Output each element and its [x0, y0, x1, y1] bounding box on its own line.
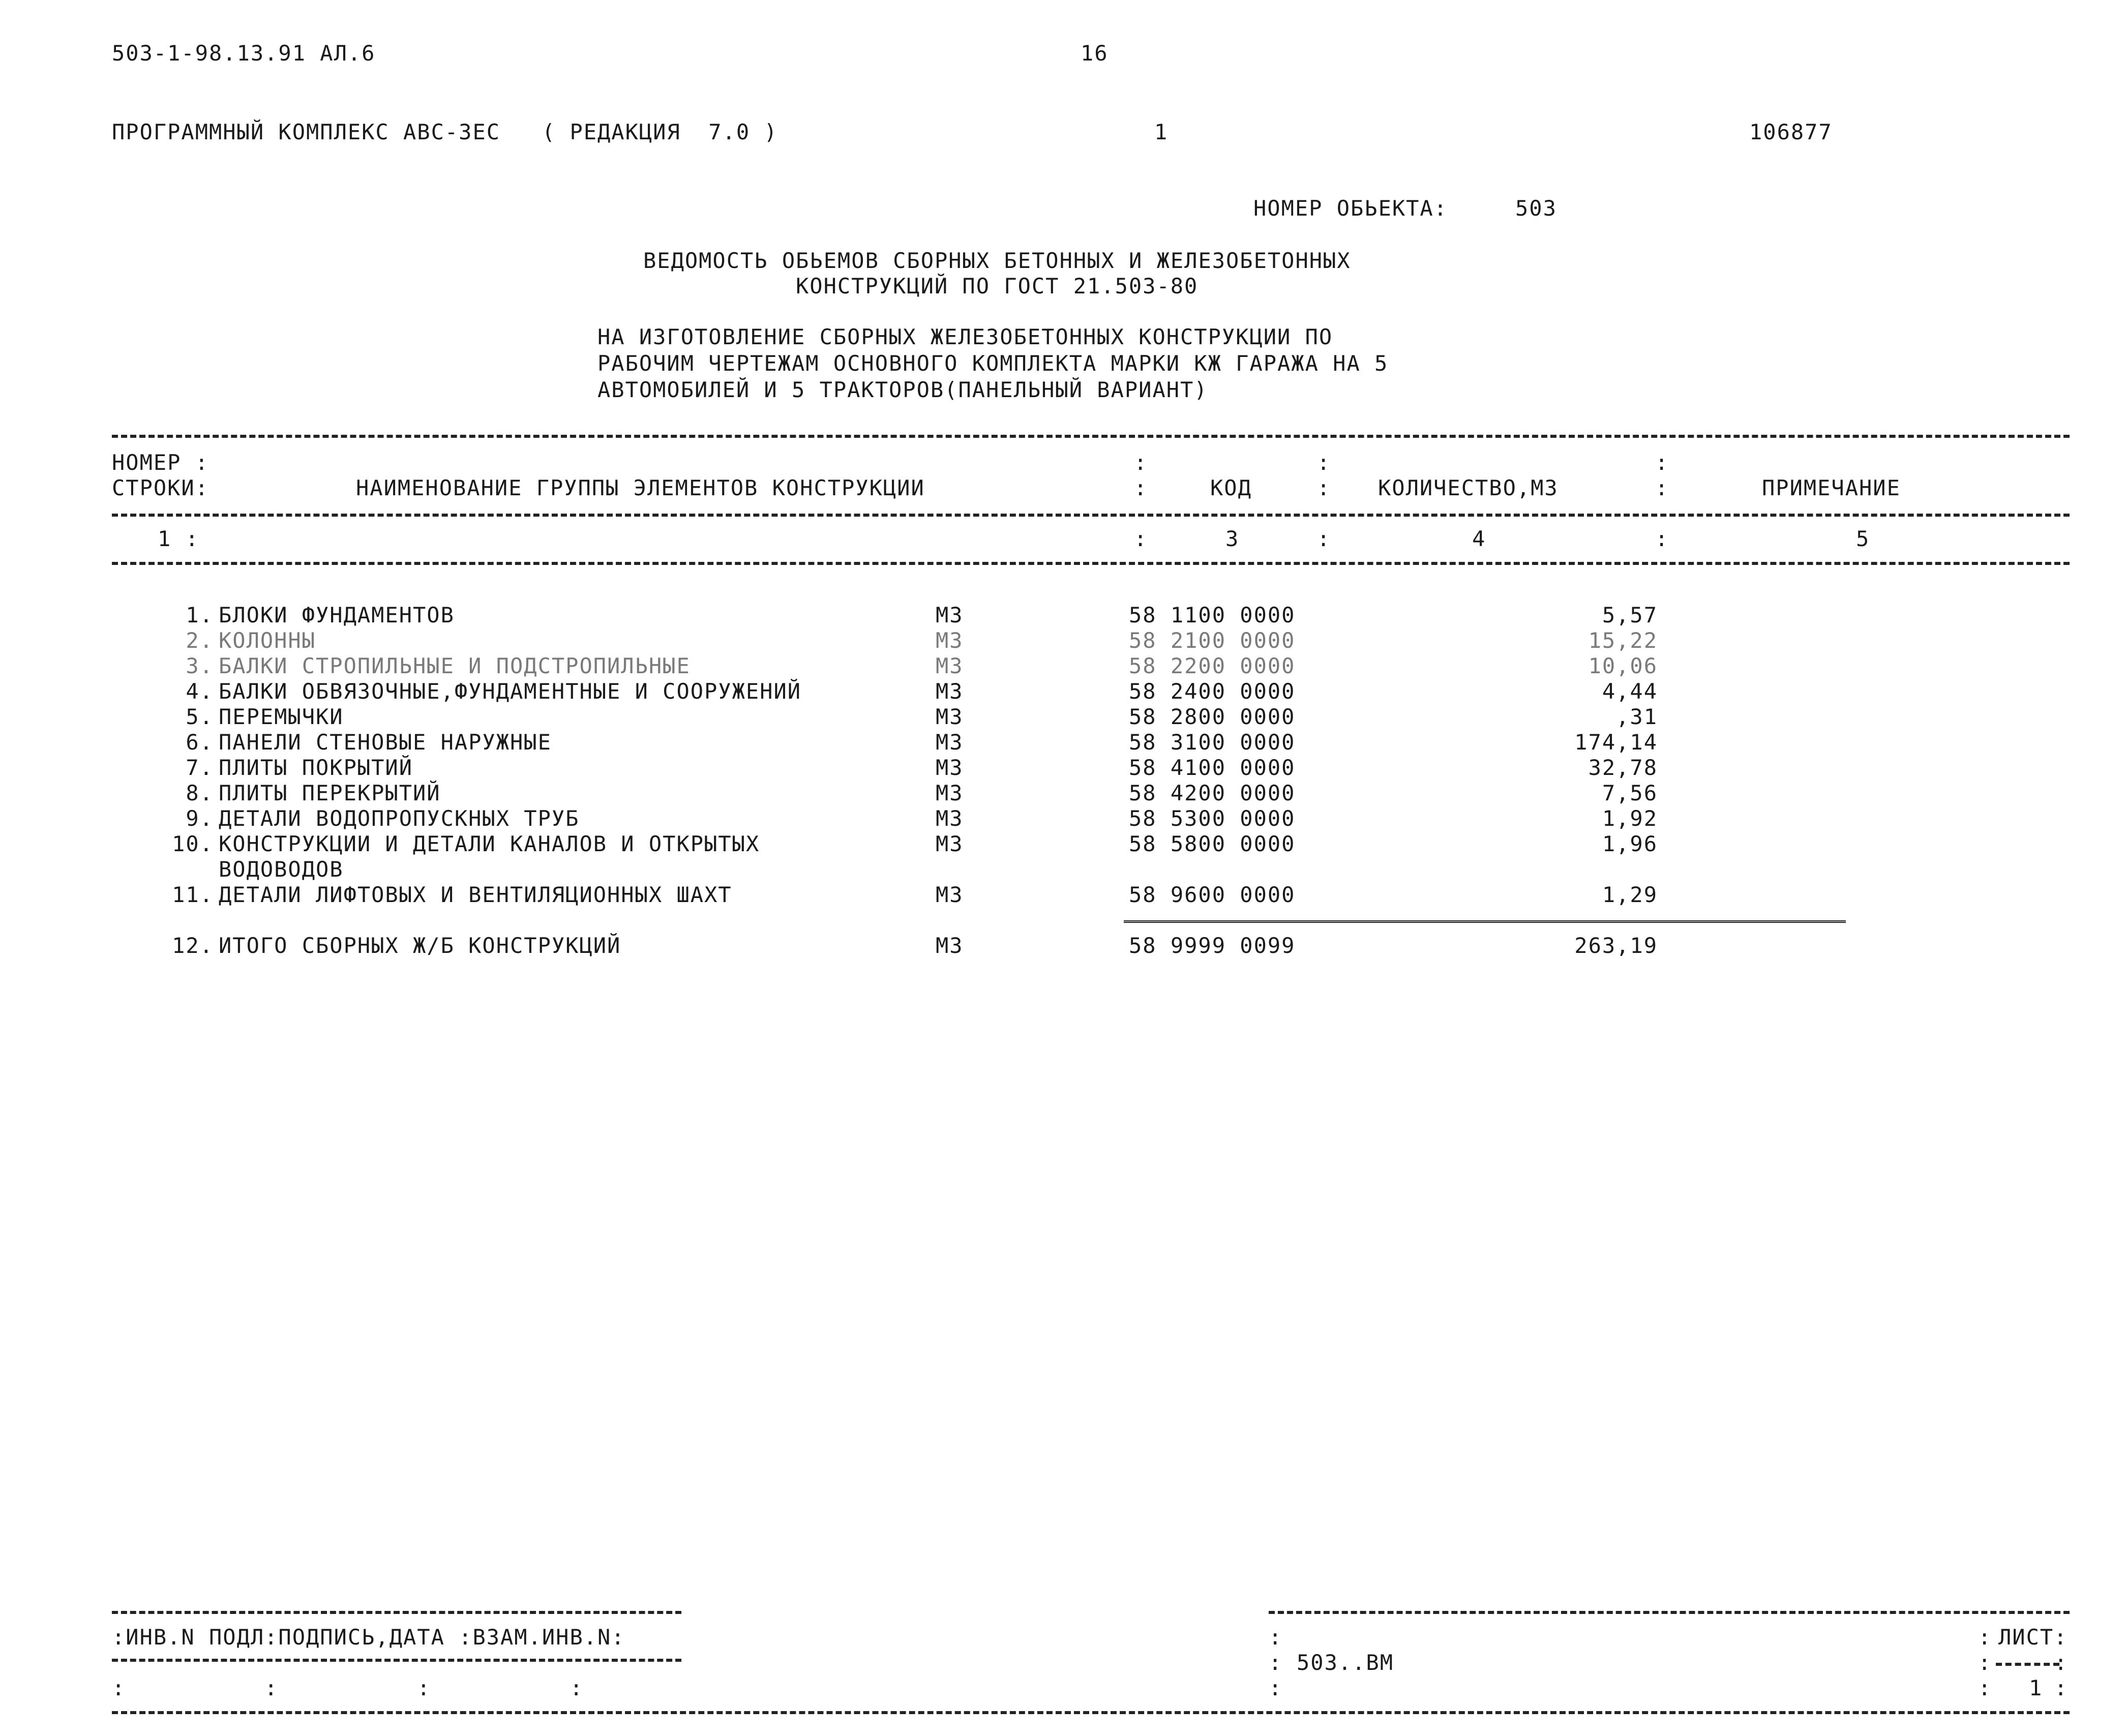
row-unit: М3 — [936, 679, 964, 704]
table-row — [0, 679, 2126, 704]
table-total-row — [0, 933, 2126, 959]
sheet-number-top: 1 — [1154, 119, 1169, 144]
row-unit: М3 — [936, 755, 964, 780]
row-name: БАЛКИ СТРОПИЛЬНЫЕ И ПОДСТРОПИЛЬНЫЕ — [219, 653, 691, 678]
object-number: 503 — [1515, 196, 1557, 221]
total-separator — [1124, 920, 1846, 923]
table-row — [0, 831, 2126, 857]
document-subtitle-line3: АВТОМОБИЛЕЙ И 5 ТРАКТОРОВ(ПАНЕЛЬНЫЙ ВАРИАНТ) — [597, 377, 1208, 402]
row-unit: М3 — [936, 628, 964, 653]
row-number: 2. — [186, 628, 214, 653]
col-separator: : — [1655, 526, 1669, 551]
row-name: ПЛИТЫ ПОКРЫТИЙ — [219, 755, 413, 780]
total-number: 12. — [172, 933, 214, 958]
document-subtitle-line2: РАБОЧИМ ЧЕРТЕЖАМ ОСНОВНОГО КОМПЛЕКТА МАРКИ КЖ ГАРАЖА НА 5 — [597, 351, 1389, 376]
row-code: 58 4200 0000 — [1129, 781, 1296, 805]
row-unit: М3 — [936, 806, 964, 831]
row-name: БАЛКИ ОБВЯЗОЧНЫЕ,ФУНДАМЕНТНЫЕ И СООРУЖЕНИЙ — [219, 679, 802, 704]
row-number: 8. — [186, 781, 214, 805]
document-code: 503..ВМ — [1297, 1650, 1394, 1675]
col-separator: : — [1134, 450, 1148, 475]
col-note-header: ПРИМЕЧАНИЕ — [1762, 475, 1901, 500]
row-name: КОНСТРУКЦИИ И ДЕТАЛИ КАНАЛОВ И ОТКРЫТЫХ — [219, 831, 760, 856]
row-quantity: 1,96 — [1602, 831, 1658, 856]
col-index-4: 4 — [1472, 526, 1486, 551]
row-quantity: 32,78 — [1588, 755, 1658, 780]
sheet-label: ЛИСТ: — [1998, 1625, 2068, 1650]
row-code: 58 2800 0000 — [1129, 704, 1296, 729]
stamp-separator: : — [1978, 1675, 1992, 1700]
stamp-cells: : : : : — [112, 1675, 584, 1700]
col-separator: : — [1134, 475, 1148, 500]
table-index-rule — [112, 562, 2070, 565]
row-quantity: 10,06 — [1588, 653, 1658, 678]
stamp-separator: : — [1269, 1625, 1283, 1650]
row-name: ДЕТАЛИ ВОДОПРОПУСКНЫХ ТРУБ — [219, 806, 580, 831]
row-code: 58 3100 0000 — [1129, 730, 1296, 755]
job-number: 106877 — [1749, 119, 1833, 144]
col-separator: : — [1655, 475, 1669, 500]
row-quantity: 7,56 — [1602, 781, 1658, 805]
row-name: ПЛИТЫ ПЕРЕКРЫТИЙ — [219, 781, 441, 805]
col-index-3: 3 — [1225, 526, 1240, 551]
col-number-header-top: НОМЕР : — [112, 450, 209, 475]
col-separator: : — [1317, 526, 1331, 551]
row-number: 9. — [186, 806, 214, 831]
row-number: 6. — [186, 730, 214, 755]
stamp-separator: : — [1269, 1675, 1283, 1700]
document-subtitle-line1: НА ИЗГОТОВЛЕНИЕ СБОРНЫХ ЖЕЛЕЗОБЕТОННЫХ КОНСТРУКЦИИ ПО — [597, 324, 1333, 349]
table-row — [0, 704, 2126, 730]
col-separator: : — [1134, 526, 1148, 551]
row-name: ПАНЕЛИ СТЕНОВЫЕ НАРУЖНЫЕ — [219, 730, 552, 755]
stamp-bottom-rule — [112, 1711, 2070, 1714]
stamp-header: :ИНВ.N ПОДЛ:ПОДПИСЬ,ДАТА :ВЗАМ.ИНВ.N: — [112, 1625, 625, 1650]
stamp-left-mid-rule — [112, 1659, 681, 1662]
row-number: 10. — [172, 831, 214, 856]
total-code: 58 9999 0099 — [1129, 933, 1296, 958]
col-separator: : — [1317, 450, 1331, 475]
page-mark: 16 — [1081, 41, 1109, 66]
row-number: 4. — [186, 679, 214, 704]
row-quantity: 5,57 — [1602, 603, 1658, 627]
document-title-line2: КОНСТРУКЦИЙ ПО ГОСТ 21.503-80 — [796, 274, 1199, 298]
row-number: 7. — [186, 755, 214, 780]
col-index-5: 5 — [1856, 526, 1870, 551]
stamp-right-top-rule — [1269, 1611, 2070, 1614]
row-number: 1. — [186, 603, 214, 627]
stamp-left-top-rule — [112, 1611, 681, 1614]
stamp-separator: : — [2054, 1650, 2069, 1675]
col-quantity-header: КОЛИЧЕСТВО,М3 — [1378, 475, 1559, 500]
row-name: БЛОКИ ФУНДАМЕНТОВ — [219, 603, 455, 627]
row-name: ВОДОВОДОВ — [219, 857, 344, 882]
col-separator: : — [1655, 450, 1669, 475]
row-code: 58 5300 0000 — [1129, 806, 1296, 831]
stamp-separator: : — [2054, 1675, 2069, 1700]
table-top-rule — [112, 435, 2070, 438]
stamp-separator: : — [1978, 1625, 1992, 1650]
total-quantity: 263,19 — [1574, 933, 1658, 958]
document-title-line1: ВЕДОМОСТЬ ОБЬЕМОВ СБОРНЫХ БЕТОННЫХ И ЖЕЛЕЗОБЕТОННЫХ — [643, 248, 1351, 273]
row-name: ДЕТАЛИ ЛИФТОВЫХ И ВЕНТИЛЯЦИОННЫХ ШАХТ — [219, 882, 732, 907]
program-name: ПРОГРАММНЫЙ КОМПЛЕКС АВС-3ЕС ( РЕДАКЦИЯ 7.0 ) — [112, 119, 778, 144]
row-quantity: 1,29 — [1602, 882, 1658, 907]
col-code-header: КОД — [1210, 475, 1252, 500]
table-row — [0, 882, 2126, 908]
row-code: 58 2200 0000 — [1129, 653, 1296, 678]
sheet-value: 1 — [2029, 1675, 2043, 1700]
row-number: 5. — [186, 704, 214, 729]
table-row — [0, 755, 2126, 781]
doc-reference: 503-1-98.13.91 АЛ.6 — [112, 41, 376, 66]
row-number: 11. — [172, 882, 214, 907]
table-row — [0, 781, 2126, 806]
row-quantity: 174,14 — [1574, 730, 1658, 755]
row-name: КОЛОННЫ — [219, 628, 316, 653]
total-unit: М3 — [936, 933, 964, 958]
table-row — [0, 628, 2126, 653]
table-row — [0, 603, 2126, 628]
table-row — [0, 653, 2126, 679]
row-code: 58 2400 0000 — [1129, 679, 1296, 704]
row-code: 58 1100 0000 — [1129, 603, 1296, 627]
table-row — [0, 857, 2126, 882]
row-code: 58 2100 0000 — [1129, 628, 1296, 653]
row-unit: М3 — [936, 882, 964, 907]
sheet-box-rule — [1996, 1663, 2059, 1666]
row-number: 3. — [186, 653, 214, 678]
table-row — [0, 806, 2126, 831]
row-quantity: ,31 — [1616, 704, 1658, 729]
table-row — [0, 730, 2126, 755]
row-quantity: 1,92 — [1602, 806, 1658, 831]
row-unit: М3 — [936, 653, 964, 678]
col-index-1: 1 : — [158, 526, 199, 551]
row-unit: М3 — [936, 730, 964, 755]
row-quantity: 15,22 — [1588, 628, 1658, 653]
row-unit: М3 — [936, 704, 964, 729]
row-unit: М3 — [936, 603, 964, 627]
row-unit: М3 — [936, 781, 964, 805]
col-number-header-bottom: СТРОКИ: — [112, 475, 209, 500]
row-code: 58 5800 0000 — [1129, 831, 1296, 856]
row-code: 58 9600 0000 — [1129, 882, 1296, 907]
row-name: ПЕРЕМЫЧКИ — [219, 704, 344, 729]
row-unit: М3 — [936, 831, 964, 856]
object-label: НОМЕР ОБЬЕКТА: — [1253, 196, 1448, 221]
col-separator: : — [1317, 475, 1331, 500]
table-header-rule — [112, 514, 2070, 517]
stamp-separator: : — [1269, 1650, 1283, 1675]
row-code: 58 4100 0000 — [1129, 755, 1296, 780]
col-name-header: НАИМЕНОВАНИЕ ГРУППЫ ЭЛЕМЕНТОВ КОНСТРУКЦИИ — [356, 475, 925, 500]
stamp-separator: : — [1978, 1650, 1992, 1675]
row-quantity: 4,44 — [1602, 679, 1658, 704]
total-name: ИТОГО СБОРНЫХ Ж/Б КОНСТРУКЦИЙ — [219, 933, 621, 958]
